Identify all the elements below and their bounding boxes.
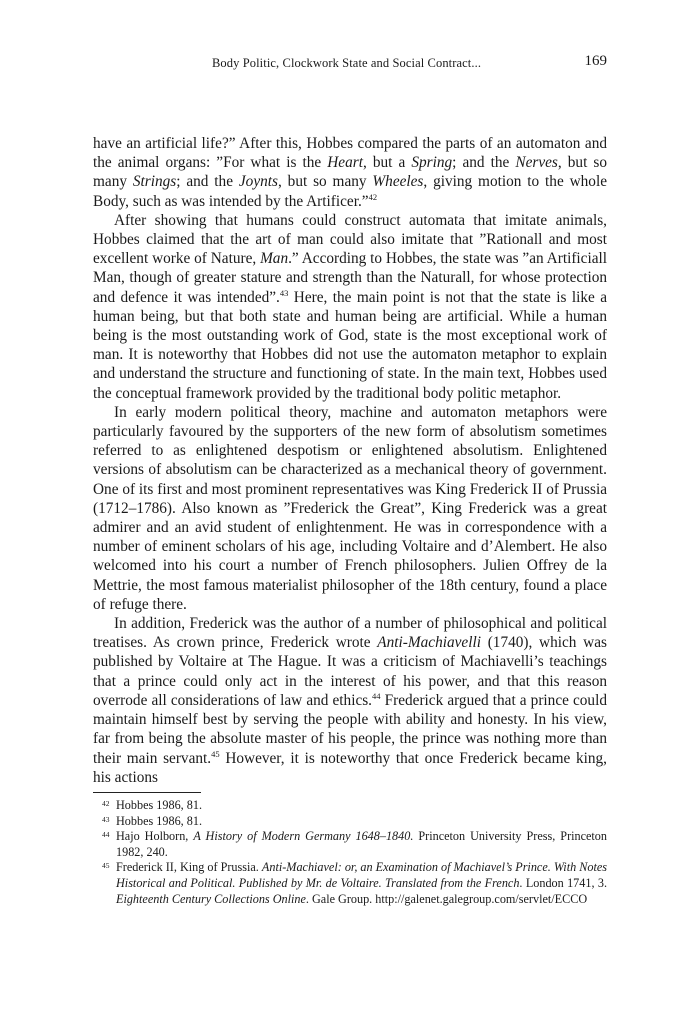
text-run: However, it is noteworthy that once Frederick became king, his actions <box>93 749 608 786</box>
footnote <box>93 829 607 860</box>
text-run: In early modern political theory, machine and automaton metaphors were particularly favoured by the supporters of the new form of absolutism sometimes referred to as enlightened despotism or enlightened absolutism. Enlightened versions of absolutism can be characterized as a mechanical theory of government. One of its first and most prominent representatives was King Frederick II of Prussia (1712–1786). Also known as ”Frederick the Great”, King Frederick was a great admirer and an avid student of enlightenment. He was in correspondence with a number of eminent scholars of his age, including Voltaire and d’Alembert. He also welcomed into his court a number of French philosophers. Julien Offrey de la Mettrie, the most famous materialist philosopher of the 18th century, found a place of refuge there. <box>93 403 607 613</box>
text-run: ; and the <box>452 154 516 172</box>
page-header <box>0 52 700 74</box>
italic-text: Joynts <box>238 173 278 191</box>
footnote <box>93 798 607 814</box>
footnote <box>93 814 607 830</box>
text-run: Hajo Holborn, <box>116 829 194 844</box>
text-run: Frederick II, King of Prussia. <box>116 860 262 875</box>
text-run: .” According to Hobbes, the state was ”an Artificiall Man, though of greater stature and strength than the Naturall, for whose protection and defence it was intended”. <box>93 250 607 306</box>
text-run: . Gale Group. http://galenet.galegroup.com/servlet/ECCO <box>305 891 588 906</box>
text-run: Princeton University Press, Princeton 1982, 240. <box>116 829 607 859</box>
footnote-number: 42 <box>102 799 110 808</box>
footnote-reference: 44 <box>372 690 381 701</box>
footnote-number: 44 <box>102 830 110 840</box>
italic-text: Strings <box>132 173 177 191</box>
italic-text: Eighteenth Century Collections Online <box>116 891 306 906</box>
italic-text: Man <box>260 250 289 268</box>
italic-text: Anti-Machiavelli <box>377 634 481 652</box>
italic-text: A History of Modern Germany 1648–1840. <box>193 829 414 844</box>
paragraph <box>93 134 607 211</box>
main-text <box>93 134 607 787</box>
text-run: , giving motion to the whole Body, such as was intended by the Artificer.” <box>93 173 607 210</box>
paragraph <box>93 614 607 787</box>
footnote-number: 45 <box>102 861 110 871</box>
italic-text: Spring <box>411 154 453 172</box>
text-run: Frederick argued that a prince could maintain himself best by serving the people with ability and honesty. In his view, far from being the absolute master of his people, the prince was nothing more than their main servant. <box>93 691 607 767</box>
text-run: Hobbes 1986, 81. <box>116 798 202 812</box>
text-run: ; and the <box>176 173 239 191</box>
italic-text: Wheeles <box>372 173 424 191</box>
footnote-reference: 45 <box>211 748 220 759</box>
italic-text: Heart <box>327 154 363 172</box>
text-run: have an artificial life?” After this, Hobbes compared the parts of an automaton and the animal organs: ”For what is the <box>93 135 607 172</box>
text-run: Here, the main point is not that the state is like a human being, but that both state and human being are artificial. While a human being is the most outstanding work of God, state is the most exceptional work of man. It is noteworthy that Hobbes did not use the automaton metaphor to explain and understand the structure and functioning of state. In the main text, Hobbes used the conceptual framework provided by the traditional body politic metaphor. <box>93 288 607 402</box>
footnote-number: 43 <box>102 814 110 824</box>
text-run: After showing that humans could construct automata that imitate animals, Hobbes claimed that the art of man could also imitate that ”Rationall and most excellent worke of Nature, <box>93 211 607 268</box>
text-run: , but a <box>362 154 412 172</box>
footnote <box>93 860 607 907</box>
text-run: , but so many <box>277 173 373 191</box>
text-run: . London 1741, 3. <box>519 875 607 890</box>
footnotes <box>93 798 607 907</box>
footnote-divider <box>93 792 201 793</box>
italic-text: Anti-Machiavel: or, an Examination of Machiavel’s Prince. With Notes Historical and Political. Published by Mr. de Voltaire. Translated from the French <box>116 860 607 890</box>
footnote-reference: 43 <box>279 287 289 298</box>
running-head: Body Politic, Clockwork State and Social Contract... <box>212 56 482 70</box>
italic-text: Nerves <box>515 154 558 172</box>
text-run: (1740), which was published by Voltaire at The Hague. It was a criticism of Machiavelli’s teachings that a prince could only act in the interest of his power, and that this reason overrode all considerations of law and ethics. <box>93 634 607 709</box>
page-number: 169 <box>584 53 607 69</box>
footnote-reference: 42 <box>368 191 378 202</box>
paragraph <box>93 211 607 403</box>
paragraph <box>93 403 607 614</box>
text-run: Hobbes 1986, 81. <box>116 813 202 828</box>
text-run: , but so many <box>93 154 607 191</box>
text-run: In addition, Frederick was the author of a number of philosophical and political treatises. As crown prince, Frederick wrote <box>93 615 607 652</box>
